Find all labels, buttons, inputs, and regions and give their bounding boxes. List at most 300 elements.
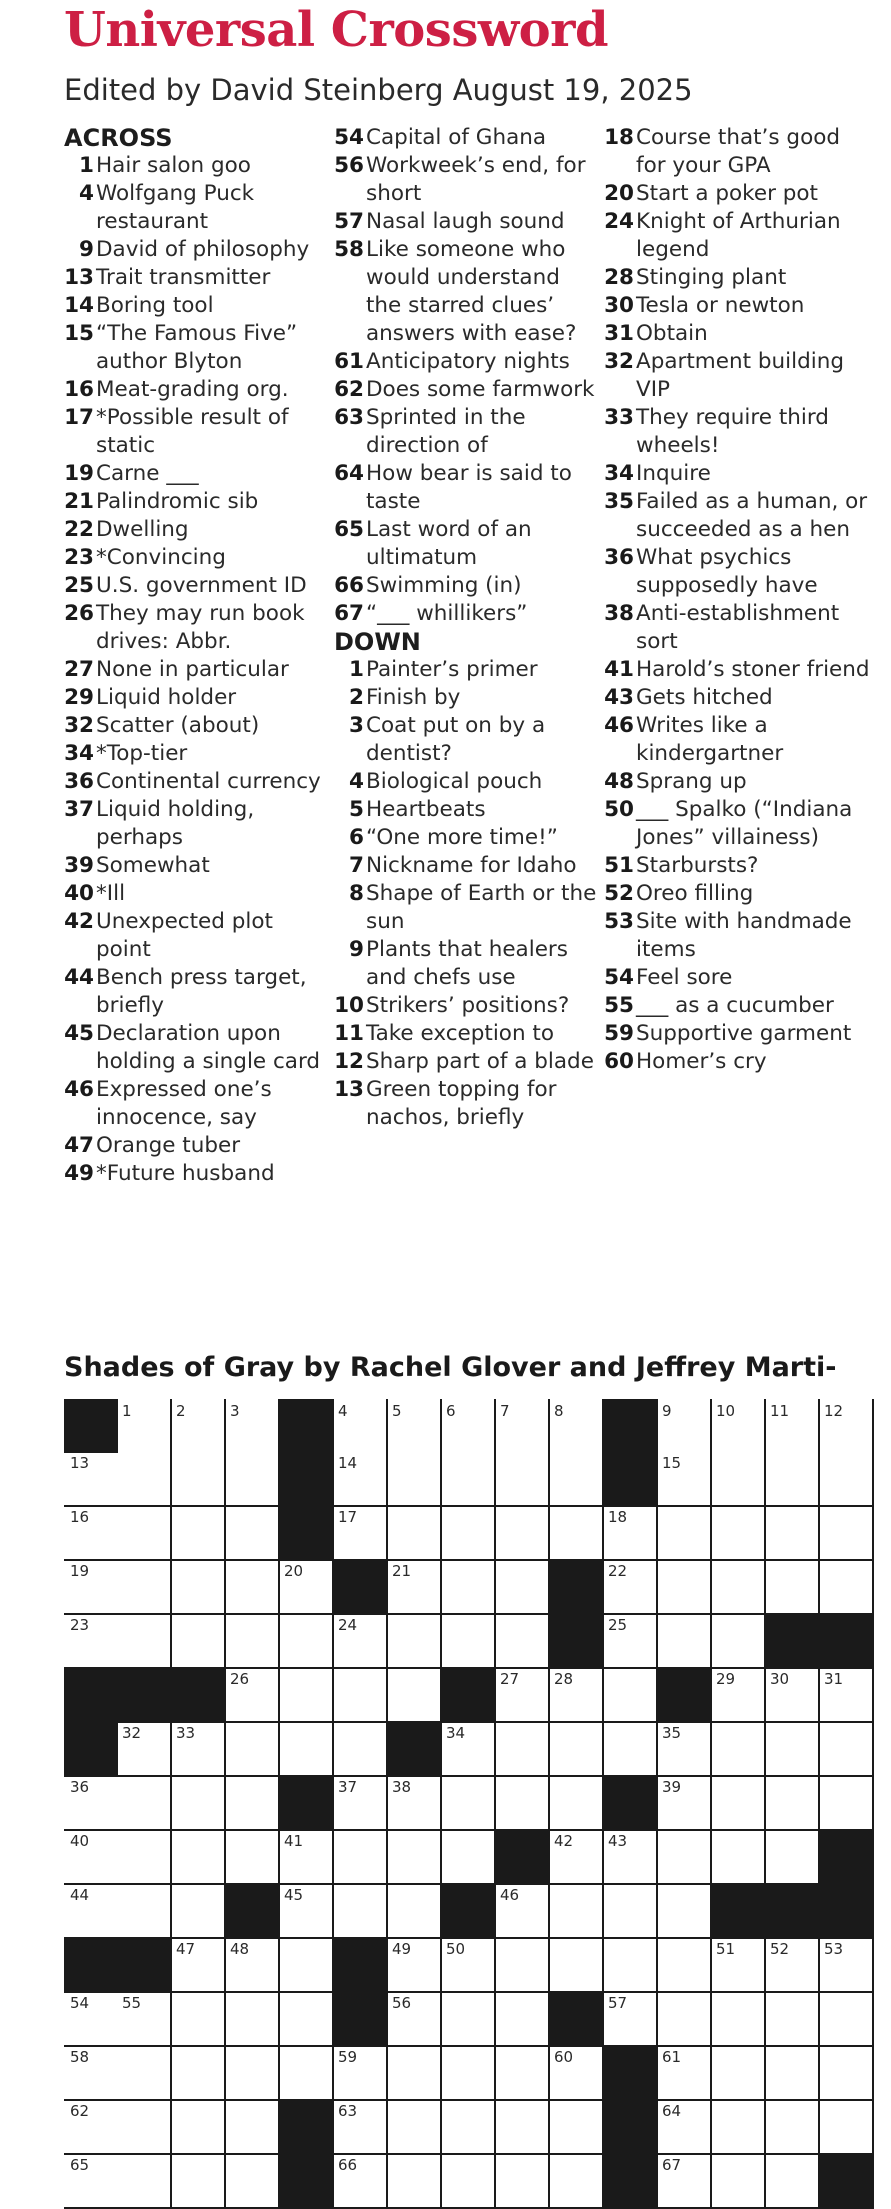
grid-cell[interactable] [496,1993,550,2047]
grid-cell[interactable] [766,1561,820,1615]
grid-cell-black [820,1831,874,1885]
clue-number: 18 [604,125,634,150]
down-clue-7 [334,852,599,880]
down-clue-51 [604,852,874,880]
grid-cell[interactable] [604,1669,658,1723]
grid-cell[interactable] [64,1507,120,1561]
clue-text: Dwelling [96,517,189,542]
grid-cell[interactable] [496,1723,550,1777]
grid-cell[interactable] [658,1993,712,2047]
grid-cell[interactable] [820,1777,874,1831]
clue-number: 6 [349,825,364,850]
grid-cell[interactable] [712,1831,766,1885]
grid-cell[interactable] [172,1399,226,1455]
grid-cell[interactable] [334,1399,388,1455]
cell-number: 32 [122,1724,142,1742]
grid-cell-black [442,1669,496,1723]
down-clue-48 [604,768,874,796]
grid-cell[interactable] [496,2155,550,2209]
across-clue-22 [64,516,329,544]
grid-cell[interactable] [496,1561,550,1615]
grid-cell-black [226,1885,280,1939]
grid-cell[interactable] [280,1615,334,1669]
grid-cell[interactable] [226,1777,280,1831]
grid-cell[interactable] [658,2101,712,2155]
clue-number: 14 [64,293,94,318]
grid-cell[interactable] [280,1561,334,1615]
clue-text: Apartment building VIP [636,349,844,402]
grid-cell[interactable] [442,1939,496,1993]
clue-text: Bench press target, briefly [96,965,307,1018]
grid-cell[interactable] [496,1453,550,1507]
across-clue-39 [64,852,329,880]
cell-number: 41 [284,1832,304,1850]
cell-number: 27 [500,1670,520,1688]
grid-cell[interactable] [280,1831,334,1885]
clue-text: “One more time!” [366,825,558,850]
grid-cell[interactable] [550,1939,604,1993]
grid-cell[interactable] [64,1993,120,2047]
cell-number: 40 [70,1832,90,1850]
grid-cell[interactable] [388,1939,442,1993]
grid-cell[interactable] [388,1885,442,1939]
clue-number: 43 [604,685,634,710]
grid-cell[interactable] [334,1831,388,1885]
clue-number: 53 [604,909,634,934]
grid-cell[interactable] [172,2101,226,2155]
grid-cell[interactable] [604,1885,658,1939]
grid-cell[interactable] [604,1993,658,2047]
grid-cell[interactable] [442,1993,496,2047]
grid-cell[interactable] [172,1723,226,1777]
cell-number: 36 [70,1778,90,1796]
grid-cell[interactable] [658,1939,712,1993]
grid-cell[interactable] [64,2101,120,2155]
clue-text: Liquid holding, perhaps [96,797,255,850]
grid-cell-black [64,1399,120,1455]
grid-cell[interactable] [226,2155,280,2209]
grid-cell[interactable] [604,1615,658,1669]
grid-cell[interactable] [766,1399,820,1455]
grid-cell[interactable] [334,1777,388,1831]
grid-cell[interactable] [442,1615,496,1669]
grid-cell[interactable] [820,1669,874,1723]
clue-text: Palindromic sib [96,489,259,514]
grid-cell[interactable] [226,1831,280,1885]
grid-cell[interactable] [172,1561,226,1615]
grid-cell[interactable] [496,1669,550,1723]
grid-cell[interactable] [226,1453,280,1507]
grid-cell[interactable] [604,1723,658,1777]
clue-number: 23 [64,545,94,570]
grid-cell[interactable] [64,1615,120,1669]
cell-number: 15 [662,1454,682,1472]
grid-cell[interactable] [118,1777,172,1831]
grid-cell[interactable] [604,1831,658,1885]
grid-cell[interactable] [766,2101,820,2155]
cell-number: 60 [554,2048,574,2066]
grid-cell[interactable] [64,1777,120,1831]
across-clue-19 [64,460,329,488]
grid-cell[interactable] [658,2047,712,2101]
grid-cell[interactable] [64,2155,120,2209]
clue-number: 65 [334,517,364,542]
grid-cell[interactable] [226,1669,280,1723]
grid-cell[interactable] [820,1561,874,1615]
grid-cell[interactable] [712,2101,766,2155]
grid-cell[interactable] [334,2101,388,2155]
grid-cell[interactable] [64,1831,120,1885]
grid-cell-black [604,1777,658,1831]
grid-cell[interactable] [334,1723,388,1777]
grid-cell[interactable] [442,1831,496,1885]
down-clue-55 [604,992,874,1020]
clue-column-3 [604,124,874,1076]
grid-cell-black [118,1669,172,1723]
down-clue-10 [334,992,599,1020]
grid-cell[interactable] [226,1993,280,2047]
grid-cell[interactable] [226,1561,280,1615]
grid-cell[interactable] [766,1939,820,1993]
grid-cell[interactable] [172,1885,226,1939]
grid-cell[interactable] [226,1399,280,1455]
grid-cell[interactable] [64,2047,120,2101]
across-clue-66 [334,572,599,600]
cell-number: 51 [716,1940,736,1958]
grid-cell[interactable] [658,1723,712,1777]
cell-number: 7 [500,1402,510,1420]
cell-number: 20 [284,1562,304,1580]
grid-cell[interactable] [820,1723,874,1777]
grid-cell[interactable] [712,1939,766,1993]
grid-cell[interactable] [766,1831,820,1885]
cell-number: 61 [662,2048,682,2066]
down-clue-24 [604,208,874,264]
grid-cell[interactable] [172,1507,226,1561]
grid-cell[interactable] [334,1615,388,1669]
grid-cell[interactable] [658,2155,712,2209]
grid-cell[interactable] [442,1723,496,1777]
grid-cell[interactable] [712,2155,766,2209]
grid-cell[interactable] [280,1723,334,1777]
grid-cell[interactable] [334,2047,388,2101]
grid-cell[interactable] [442,1453,496,1507]
grid-cell[interactable] [712,1561,766,1615]
grid-cell[interactable] [334,1453,388,1507]
cell-number: 46 [500,1886,520,1904]
across-clue-56 [334,152,599,208]
grid-cell[interactable] [496,1939,550,1993]
grid-cell[interactable] [712,1615,766,1669]
grid-cell[interactable] [226,2101,280,2155]
grid-cell[interactable] [496,1615,550,1669]
clue-number: 50 [604,797,634,822]
grid-cell[interactable] [712,2047,766,2101]
across-clue-1 [64,152,329,180]
grid-cell[interactable] [550,1453,604,1507]
down-clue-54 [604,964,874,992]
puzzle-page-title: Universal Crossword [64,2,609,58]
across-clue-14 [64,292,329,320]
grid-cell[interactable] [550,1885,604,1939]
grid-cell[interactable] [658,1777,712,1831]
clue-number: 27 [64,657,94,682]
across-clue-25 [64,572,329,600]
grid-cell[interactable] [766,1993,820,2047]
grid-cell[interactable] [820,2101,874,2155]
grid-cell[interactable] [118,2047,172,2101]
grid-cell[interactable] [442,1399,496,1455]
grid-cell[interactable] [712,1723,766,1777]
grid-cell[interactable] [388,1615,442,1669]
grid-cell-black [766,1615,820,1669]
grid-cell[interactable] [550,1399,604,1455]
grid-cell[interactable] [658,1507,712,1561]
grid-cell[interactable] [658,1561,712,1615]
grid-cell[interactable] [496,2101,550,2155]
grid-cell[interactable] [550,2047,604,2101]
grid-cell-black [604,2101,658,2155]
grid-cell[interactable] [118,1615,172,1669]
grid-cell[interactable] [334,1507,388,1561]
grid-cell[interactable] [550,2101,604,2155]
down-heading: DOWN [334,628,421,656]
grid-cell[interactable] [712,1669,766,1723]
grid-cell[interactable] [658,1453,712,1507]
down-clue-50 [604,796,874,852]
grid-cell[interactable] [118,2101,172,2155]
clue-text: Painter’s primer [366,657,538,682]
clue-text: Expressed one’s innocence, say [96,1077,272,1130]
grid-cell[interactable] [226,1723,280,1777]
clue-text: Coat put on by a dentist? [366,713,546,766]
grid-cell[interactable] [388,2047,442,2101]
grid-cell-black [550,1993,604,2047]
grid-cell[interactable] [226,1507,280,1561]
grid-cell[interactable] [64,1885,120,1939]
grid-cell[interactable] [550,1669,604,1723]
across-clue-27 [64,656,329,684]
grid-cell[interactable] [712,1993,766,2047]
clue-number: 4 [349,769,364,794]
grid-cell[interactable] [172,1993,226,2047]
grid-cell[interactable] [766,1507,820,1561]
grid-cell-black [280,1399,334,1455]
grid-cell[interactable] [766,1723,820,1777]
across-clue-45 [64,1020,329,1076]
grid-cell-black [820,2155,874,2209]
grid-cell[interactable] [172,1615,226,1669]
grid-cell-black [604,2155,658,2209]
clue-text: Green topping for nachos, briefly [366,1077,557,1130]
grid-cell[interactable] [172,1777,226,1831]
grid-cell[interactable] [280,1669,334,1723]
grid-cell[interactable] [226,1939,280,1993]
grid-cell[interactable] [712,1777,766,1831]
cell-number: 29 [716,1670,736,1688]
grid-cell[interactable] [334,2155,388,2209]
cell-number: 55 [122,1994,142,2012]
grid-cell[interactable] [226,2047,280,2101]
grid-cell[interactable] [118,1831,172,1885]
clue-number: 16 [64,377,94,402]
grid-cell[interactable] [712,1507,766,1561]
clue-number: 30 [604,293,634,318]
clue-text: Continental currency [96,769,321,794]
grid-cell[interactable] [442,1777,496,1831]
grid-cell[interactable] [280,2047,334,2101]
grid-cell[interactable] [64,1561,120,1615]
grid-cell[interactable] [820,1453,874,1507]
clue-number: 10 [334,993,364,1018]
across-clue-65 [334,516,599,572]
grid-cell[interactable] [550,1831,604,1885]
grid-cell[interactable] [442,1507,496,1561]
cell-number: 58 [70,2048,90,2066]
cell-number: 35 [662,1724,682,1742]
across-clue-32 [64,712,329,740]
grid-cell[interactable] [388,2101,442,2155]
cell-number: 31 [824,1670,844,1688]
grid-cell[interactable] [172,2047,226,2101]
grid-cell[interactable] [496,2047,550,2101]
grid-cell[interactable] [118,1993,172,2047]
clue-number: 26 [64,601,94,626]
grid-cell[interactable] [226,1615,280,1669]
grid-cell[interactable] [280,1885,334,1939]
grid-cell[interactable] [604,1561,658,1615]
grid-cell[interactable] [118,1507,172,1561]
grid-cell[interactable] [388,1561,442,1615]
clue-text: Oreo filling [636,881,754,906]
grid-cell[interactable] [550,1723,604,1777]
clue-number: 20 [604,181,634,206]
across-clue-54 [334,124,599,152]
grid-cell[interactable] [172,1453,226,1507]
down-clue-1 [334,656,599,684]
clue-text: *Possible result of static [96,405,289,458]
grid-cell[interactable] [604,1939,658,1993]
grid-cell[interactable] [172,1831,226,1885]
grid-cell[interactable] [388,1669,442,1723]
clue-text: Nasal laugh sound [366,209,565,234]
grid-cell[interactable] [442,1561,496,1615]
grid-cell[interactable] [658,1399,712,1455]
grid-cell[interactable] [388,2155,442,2209]
grid-cell[interactable] [604,1507,658,1561]
grid-cell[interactable] [766,1669,820,1723]
grid-cell[interactable] [496,1885,550,1939]
cell-number: 45 [284,1886,304,1904]
grid-cell[interactable] [442,2101,496,2155]
clue-number: 36 [604,545,634,570]
grid-cell[interactable] [388,1993,442,2047]
clue-text: Sprinted in the direction of [366,405,526,458]
grid-cell[interactable] [280,1993,334,2047]
grid-cell[interactable] [766,2155,820,2209]
cell-number: 64 [662,2102,682,2120]
grid-cell[interactable] [496,1399,550,1455]
grid-cell[interactable] [118,2155,172,2209]
grid-cell[interactable] [550,1507,604,1561]
grid-cell[interactable] [388,1777,442,1831]
cell-number: 10 [716,1402,736,1420]
grid-cell[interactable] [766,1453,820,1507]
grid-cell[interactable] [820,1399,874,1455]
clue-number: 1 [349,657,364,682]
grid-cell[interactable] [442,2047,496,2101]
grid-cell[interactable] [334,1669,388,1723]
grid-cell[interactable] [658,1831,712,1885]
grid-cell[interactable] [172,2155,226,2209]
grid-cell[interactable] [550,1777,604,1831]
clue-text: Meat-grading org. [96,377,289,402]
clue-number: 51 [604,853,634,878]
grid-cell[interactable] [712,1399,766,1455]
grid-cell[interactable] [820,1507,874,1561]
grid-cell[interactable] [64,1453,120,1507]
clue-text: ___ Spalko (“Indiana Jones” villainess) [636,797,853,850]
grid-cell[interactable] [658,1885,712,1939]
across-clue-26 [64,600,329,656]
cell-number: 62 [70,2102,90,2120]
grid-cell[interactable] [820,1939,874,1993]
grid-cell[interactable] [658,1615,712,1669]
grid-cell[interactable] [172,1939,226,1993]
grid-cell[interactable] [118,1453,172,1507]
down-clue-43 [604,684,874,712]
grid-cell[interactable] [388,1399,442,1455]
across-clue-64 [334,460,599,516]
cell-number: 12 [824,1402,844,1420]
grid-cell[interactable] [820,2047,874,2101]
grid-cell[interactable] [118,1399,172,1455]
clue-text: “___ whillikers” [366,601,528,626]
grid-cell[interactable] [496,1777,550,1831]
clue-text: Knight of Arthurian legend [636,209,841,262]
grid-cell[interactable] [118,1561,172,1615]
clue-text: Scatter (about) [96,713,260,738]
grid-cell[interactable] [334,1885,388,1939]
cell-number: 65 [70,2156,90,2174]
grid-cell[interactable] [712,1453,766,1507]
grid-cell[interactable] [550,2155,604,2209]
grid-cell[interactable] [388,1507,442,1561]
grid-cell-black [334,1939,388,1993]
grid-cell-black [64,1939,120,1993]
crossword-grid [64,1399,874,2209]
grid-cell[interactable] [820,1993,874,2047]
clue-number: 66 [334,573,364,598]
grid-cell[interactable] [496,1507,550,1561]
clue-text: Supportive garment [636,1021,852,1046]
clue-number: 64 [334,461,364,486]
clue-number: 15 [64,321,94,346]
grid-cell[interactable] [766,1777,820,1831]
grid-cell[interactable] [118,1723,172,1777]
grid-cell[interactable] [766,2047,820,2101]
grid-cell[interactable] [118,1885,172,1939]
grid-cell-black [280,2155,334,2209]
clue-text: David of philosophy [96,237,310,262]
grid-cell[interactable] [388,1453,442,1507]
clue-text: Starbursts? [636,853,759,878]
grid-cell[interactable] [388,1831,442,1885]
grid-cell[interactable] [442,2155,496,2209]
grid-cell-black [604,1399,658,1455]
cell-number: 33 [176,1724,196,1742]
grid-cell[interactable] [280,1939,334,1993]
